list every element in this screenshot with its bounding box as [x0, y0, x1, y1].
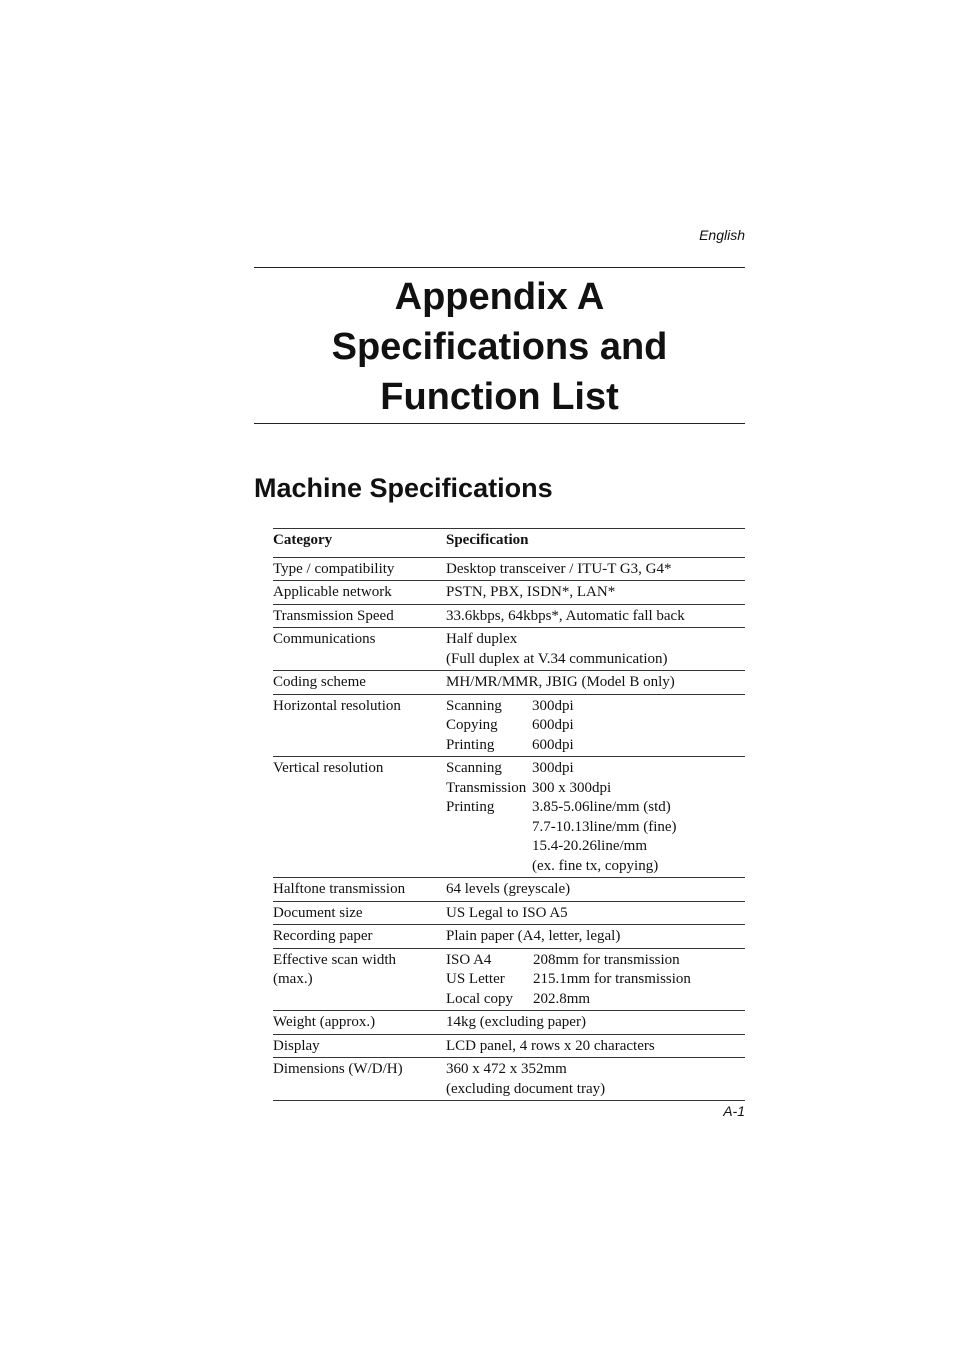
- row-category: [273, 948, 446, 1011]
- table-row: [273, 604, 745, 628]
- specifications-table: [273, 528, 745, 1101]
- table-row: [273, 948, 745, 1011]
- title-bottom-rule: [254, 423, 745, 424]
- table-row: [273, 1058, 745, 1101]
- spec-item-label: ISO A4: [446, 951, 492, 968]
- row-specification: [446, 948, 745, 1011]
- row-specification: LCD panel, 4 rows x 20 characters: [446, 1037, 655, 1054]
- spec-item-value: 208mm for transmission: [533, 951, 680, 968]
- row-category: Dimensions (W/D/H): [273, 1061, 403, 1077]
- row-category: Recording paper: [273, 928, 373, 944]
- spec-value-line: 7.7-10.13line/mm (fine): [532, 818, 677, 835]
- spec-item-label: Printing: [446, 799, 495, 815]
- row-category: Document size: [273, 904, 363, 921]
- table-row: [273, 694, 745, 757]
- row-category: Display: [273, 1037, 320, 1054]
- spec-item-value: 600dpi: [532, 717, 574, 733]
- spec-line: (excluding document tray): [446, 1080, 606, 1097]
- spec-item-value: 202.8mm: [533, 990, 591, 1007]
- category-line: (max.): [273, 971, 313, 987]
- row-category: Transmission Speed: [273, 607, 394, 624]
- section-title: Machine Specifications: [254, 473, 553, 503]
- page-number: A-1: [723, 1103, 745, 1119]
- row-specification: [446, 694, 745, 757]
- spec-item-label: Scanning: [446, 697, 502, 714]
- row-category: Horizontal resolution: [273, 697, 401, 714]
- spec-item-value: 300dpi: [532, 760, 574, 776]
- spec-item-value: 300 x 300dpi: [532, 779, 612, 796]
- table-row: [273, 757, 745, 878]
- row-category: Applicable network: [273, 584, 392, 600]
- spec-item-value: [532, 798, 745, 876]
- row-specification: PSTN, PBX, ISDN*, LAN*: [446, 584, 616, 600]
- spec-item-value: 300dpi: [532, 697, 574, 714]
- title-line-2: Specifications and: [331, 326, 668, 368]
- title-line-3: Function List: [380, 376, 619, 418]
- spec-item-label: Copying: [446, 717, 498, 733]
- spec-line: (Full duplex at V.34 communication): [446, 650, 668, 667]
- spec-item-label: Printing: [446, 736, 495, 753]
- table-row: [273, 671, 745, 695]
- row-specification: 14kg (excluding paper): [446, 1014, 586, 1030]
- spec-value-line: 3.85-5.06line/mm (std): [532, 799, 671, 815]
- row-category: Communications: [273, 631, 376, 647]
- spec-line: Half duplex: [446, 631, 518, 647]
- column-header-category: Category: [273, 532, 333, 548]
- spec-item-value: 600dpi: [532, 736, 574, 753]
- table-row: [273, 1011, 745, 1035]
- table-row: [273, 901, 745, 925]
- row-specification: Plain paper (A4, letter, legal): [446, 928, 621, 944]
- row-category: Type / compatibility: [273, 560, 395, 577]
- row-category: Halftone transmission: [273, 881, 406, 897]
- spec-item-label: Local copy: [446, 990, 514, 1007]
- category-line: Effective scan width: [273, 951, 397, 968]
- spec-line: 360 x 472 x 352mm: [446, 1061, 567, 1077]
- table-header-row: [273, 529, 745, 558]
- row-category: Coding scheme: [273, 674, 366, 690]
- table-row: [273, 581, 745, 605]
- column-header-specification: Specification: [446, 532, 529, 548]
- row-specification: 33.6kbps, 64kbps*, Automatic fall back: [446, 607, 685, 624]
- row-specification: [446, 1058, 745, 1101]
- row-specification: 64 levels (greyscale): [446, 881, 571, 897]
- row-specification: MH/MR/MMR, JBIG (Model B only): [446, 674, 675, 690]
- row-specification: US Legal to ISO A5: [446, 904, 568, 921]
- spec-item-label: Transmission: [446, 779, 527, 796]
- row-category: Vertical resolution: [273, 760, 384, 776]
- table-row: [273, 1034, 745, 1058]
- spec-value-line: (ex. fine tx, copying): [532, 857, 659, 874]
- page-title: [254, 272, 745, 422]
- title-top-rule: [254, 267, 745, 268]
- spec-item-label: US Letter: [446, 971, 505, 987]
- row-specification: [446, 757, 745, 878]
- table-row: [273, 925, 745, 949]
- spec-item-value: 215.1mm for transmission: [533, 971, 691, 987]
- table-row: [273, 628, 745, 671]
- header-language: English: [699, 227, 745, 243]
- table-row: [273, 878, 745, 902]
- spec-item-label: Scanning: [446, 760, 502, 776]
- row-specification: [446, 628, 745, 671]
- table-row: [273, 557, 745, 581]
- spec-value-line: 15.4-20.26line/mm: [532, 838, 647, 854]
- title-line-1: Appendix A: [394, 276, 605, 318]
- row-specification: Desktop transceiver / ITU-T G3, G4*: [446, 560, 672, 577]
- row-category: Weight (approx.): [273, 1014, 376, 1030]
